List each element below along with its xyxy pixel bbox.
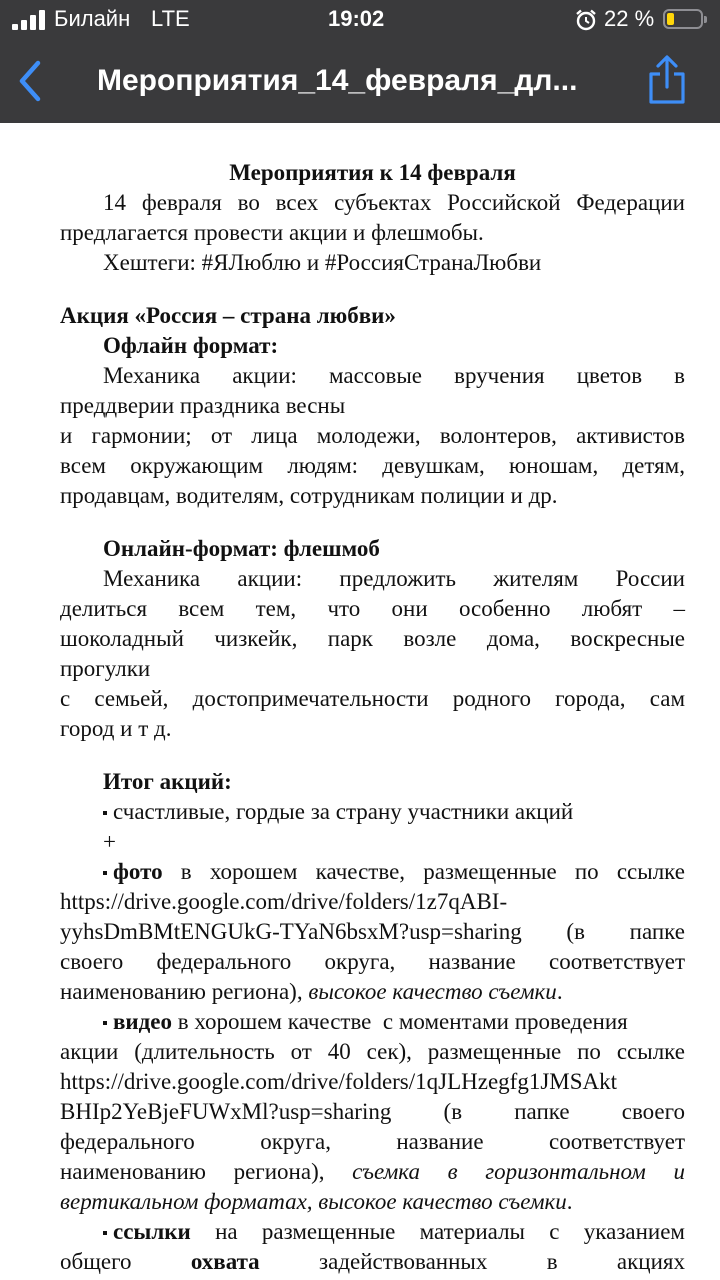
- photo-line-5: наименованию региона), высокое качество съемки.: [60, 979, 563, 1004]
- hashtags-line: Хештеги: #ЯЛюблю и #РоссияСтранаЛюбви: [103, 250, 542, 275]
- bullet-icon: [103, 1231, 107, 1235]
- battery-level: [667, 13, 674, 25]
- offline-line-4: всем окружающим людям: девушкам, юношам, детям,: [60, 453, 685, 478]
- video-link-line-1[interactable]: https://drive.google.com/drive/folders/1qJLHzegfg1JMSAkt: [60, 1069, 618, 1094]
- battery-icon: [663, 9, 703, 29]
- share-icon[interactable]: [645, 54, 689, 106]
- action-title: Акция «Россия – страна любви»: [60, 303, 396, 328]
- network-type: LTE: [151, 6, 190, 31]
- video-line-1: видео в хорошем качестве с моментами проведения: [60, 1007, 685, 1037]
- bullet-icon: [103, 871, 107, 875]
- plus-sign: +: [103, 829, 116, 854]
- online-line-3: шоколадный чизкейк, парк возле дома, воскресные: [60, 626, 685, 651]
- battery-percent: 22 %: [604, 6, 655, 31]
- navigation-bar: [0, 40, 720, 123]
- document-heading: Мероприятия к 14 февраля: [229, 160, 516, 185]
- status-bar: [0, 0, 720, 40]
- video-line-2: акции (длительность от 40 сек), размещенные по ссылке: [60, 1039, 685, 1064]
- links-line-2: общего охвата задействованных в акциях: [60, 1249, 686, 1274]
- video-link-line-2[interactable]: BHIp2YeBjeFUWxMl?usp=sharing (в папке своего: [60, 1099, 685, 1124]
- photo-link-line-1[interactable]: https://drive.google.com/drive/folders/1z7qABI-: [60, 889, 508, 914]
- offline-line-5: продавцам, водителям, сотрудникам полиции и др.: [60, 483, 558, 508]
- results-title: Итог акций:: [103, 769, 232, 794]
- intro-line-1: 14 февраля во всех субъектах Российской Федерации: [103, 190, 685, 215]
- photo-line-1: фото в хорошем качестве, размещенные по ссылке: [60, 857, 685, 887]
- video-line-7: вертикальном форматах, высокое качество съемки.: [60, 1189, 573, 1214]
- alarm-icon: [574, 8, 598, 32]
- offline-line-1: Механика акции: массовые вручения цветов в: [103, 363, 685, 388]
- photo-link-line-2[interactable]: yyhsDmBMtENGUkG-TYaN6bsxM?usp=sharing (в папке: [60, 919, 685, 944]
- online-format-title: Онлайн-формат: флешмоб: [103, 536, 380, 561]
- video-line-6: наименованию региона), съемка в горизонтальном и: [60, 1159, 685, 1184]
- chevron-left-icon[interactable]: [14, 59, 44, 103]
- links-line-1: ссылки на размещенные материалы с указанием: [60, 1217, 685, 1247]
- photo-line-4: своего федерального округа, название соответствует: [60, 949, 685, 974]
- document-title: Мероприятия_14_февраля_дл...: [97, 64, 578, 97]
- online-line-6: город и т д.: [60, 716, 172, 741]
- carrier-name: Билайн: [54, 6, 131, 31]
- online-line-1: Механика акции: предложить жителям России: [103, 566, 685, 591]
- bullet-icon: [103, 811, 107, 815]
- offline-line-3: и гармонии; от лица молодежи, волонтеров, активистов: [60, 423, 685, 448]
- signal-icon: [12, 10, 46, 30]
- offline-format-title: Офлайн формат:: [103, 333, 279, 358]
- bullet-icon: [103, 1021, 107, 1025]
- offline-line-2: преддверии праздника весны: [60, 393, 346, 418]
- clock: 19:02: [328, 6, 385, 31]
- result-item-1: счастливые, гордые за страну участники акций: [60, 797, 685, 827]
- document-body: [60, 150, 685, 1277]
- video-line-5: федерального округа, название соответствует: [60, 1129, 685, 1154]
- online-line-4: прогулки: [60, 656, 151, 681]
- intro-line-2: предлагается провести акции и флешмобы.: [60, 220, 484, 245]
- online-line-2: делиться всем тем, что они особенно любят –: [60, 596, 685, 621]
- online-line-5: с семьей, достопримечательности родного города, сам: [60, 686, 685, 711]
